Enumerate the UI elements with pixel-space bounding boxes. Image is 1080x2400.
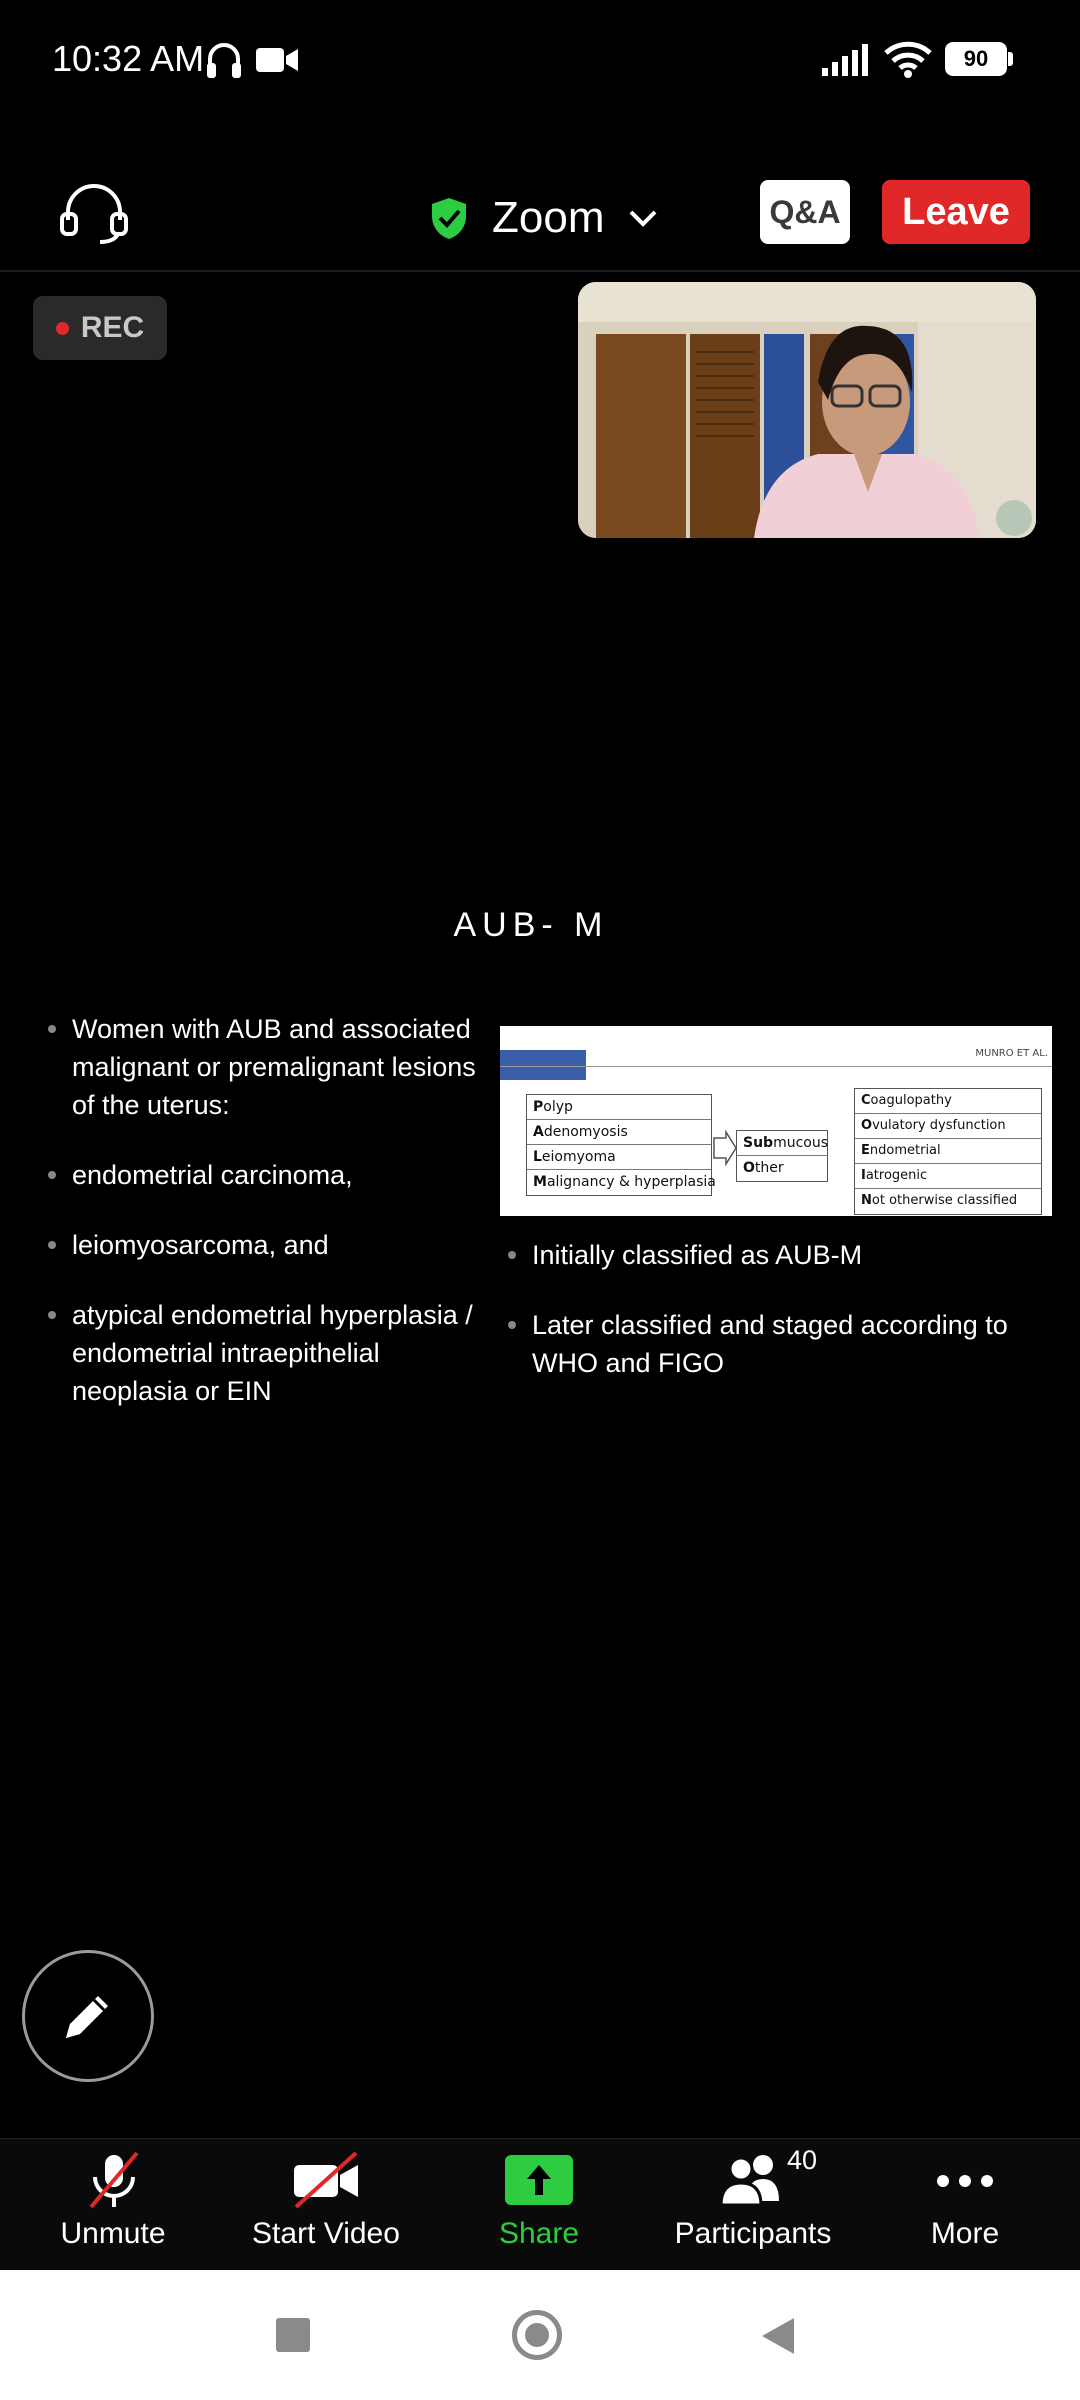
subtype-item: Submucous (737, 1131, 827, 1156)
coein-item: Iatrogenic (855, 1164, 1041, 1189)
subtype-item: Other (743, 1160, 784, 1176)
unmute-label: Unmute (60, 2217, 166, 2250)
battery-level: 90 (963, 46, 989, 71)
slide-title: AUB- M (453, 906, 609, 944)
pencil-icon (60, 1988, 116, 2044)
palm-box (526, 1094, 716, 1196)
meeting-toolbar (0, 2138, 1080, 2270)
figo-logo (500, 1050, 586, 1080)
list-item: Later classified and staged according to WHO and FIGO (500, 1306, 1050, 1382)
video-camera-off-icon (290, 2151, 362, 2209)
coein-box (854, 1088, 1042, 1215)
list-item: leiomyosarcoma, and (40, 1226, 480, 1264)
more-dots-icon (929, 2151, 1001, 2209)
start-video-button[interactable] (244, 2139, 408, 2271)
coein-item: Not otherwise classified (861, 1193, 1018, 1208)
participants-button[interactable] (668, 2139, 838, 2271)
participants-label: Participants (674, 2217, 832, 2250)
microphone-muted-icon (77, 2151, 149, 2209)
more-button[interactable] (910, 2139, 1020, 2271)
palm-item: Polyp (527, 1095, 711, 1120)
signal-icon (822, 44, 874, 76)
slide-left-bullets (40, 1010, 480, 1442)
participant-video-thumbnail[interactable] (578, 282, 1036, 538)
share-label: Share (498, 2217, 580, 2250)
recording-label: REC (80, 311, 145, 344)
participants-icon (717, 2145, 818, 2209)
diagram-author: MUNRO ET AL. (975, 1048, 1048, 1059)
coein-item: Endometrial (855, 1139, 1041, 1164)
share-arrow-icon (503, 2151, 575, 2209)
list-item: endometrial carcinoma, (40, 1156, 480, 1194)
leave-button[interactable]: Leave (882, 180, 1030, 244)
video-camera-icon (256, 46, 298, 74)
coein-item: Coagulopathy (855, 1089, 1041, 1114)
home-circle-icon[interactable] (512, 2310, 562, 2360)
list-item: atypical endometrial hyperplasia / endometrial intraepithelial neoplasia or EIN (40, 1296, 480, 1410)
arrow-right-icon (712, 1130, 738, 1166)
meeting-title: Zoom (492, 193, 605, 242)
list-item: Initially classified as AUB-M (500, 1236, 1050, 1274)
system-navigation-bar (0, 2270, 1080, 2400)
palm-item: Adenomyosis (527, 1120, 711, 1145)
video-frame-image (578, 282, 1036, 538)
audio-headset-icon[interactable] (58, 184, 130, 244)
start-video-label: Start Video (252, 2217, 400, 2250)
share-button[interactable] (488, 2139, 590, 2271)
palm-item: Malignancy & hyperplasia (533, 1174, 716, 1190)
participant-count-badge: 40 (787, 2145, 818, 2175)
more-label: More (930, 2217, 1000, 2250)
shield-check-icon (430, 196, 468, 240)
wifi-icon (883, 40, 933, 78)
status-time: 10:32 AM (52, 38, 205, 79)
meeting-header (0, 150, 1080, 272)
chevron-down-icon (628, 208, 658, 228)
recording-badge (33, 296, 167, 360)
recents-square-icon[interactable] (276, 2318, 310, 2352)
meeting-title-dropdown[interactable] (430, 190, 658, 246)
slide-right-bullets (500, 1236, 1050, 1414)
recording-dot-icon (56, 322, 69, 335)
qa-button[interactable]: Q&A (760, 180, 850, 244)
battery-icon (945, 42, 1015, 76)
coein-item: Ovulatory dysfunction (855, 1114, 1041, 1139)
palm-item: Leiomyoma (527, 1145, 711, 1170)
status-bar (0, 0, 1080, 120)
headphones-icon (205, 40, 243, 80)
unmute-button[interactable] (48, 2139, 178, 2271)
annotate-button[interactable] (22, 1950, 154, 2082)
palm-coein-diagram (500, 1026, 1052, 1216)
list-item: Women with AUB and associated malignant or premalignant lesions of the uterus: (40, 1010, 480, 1124)
back-triangle-icon[interactable] (760, 2316, 796, 2356)
leiomyoma-subtype-box (736, 1130, 828, 1182)
